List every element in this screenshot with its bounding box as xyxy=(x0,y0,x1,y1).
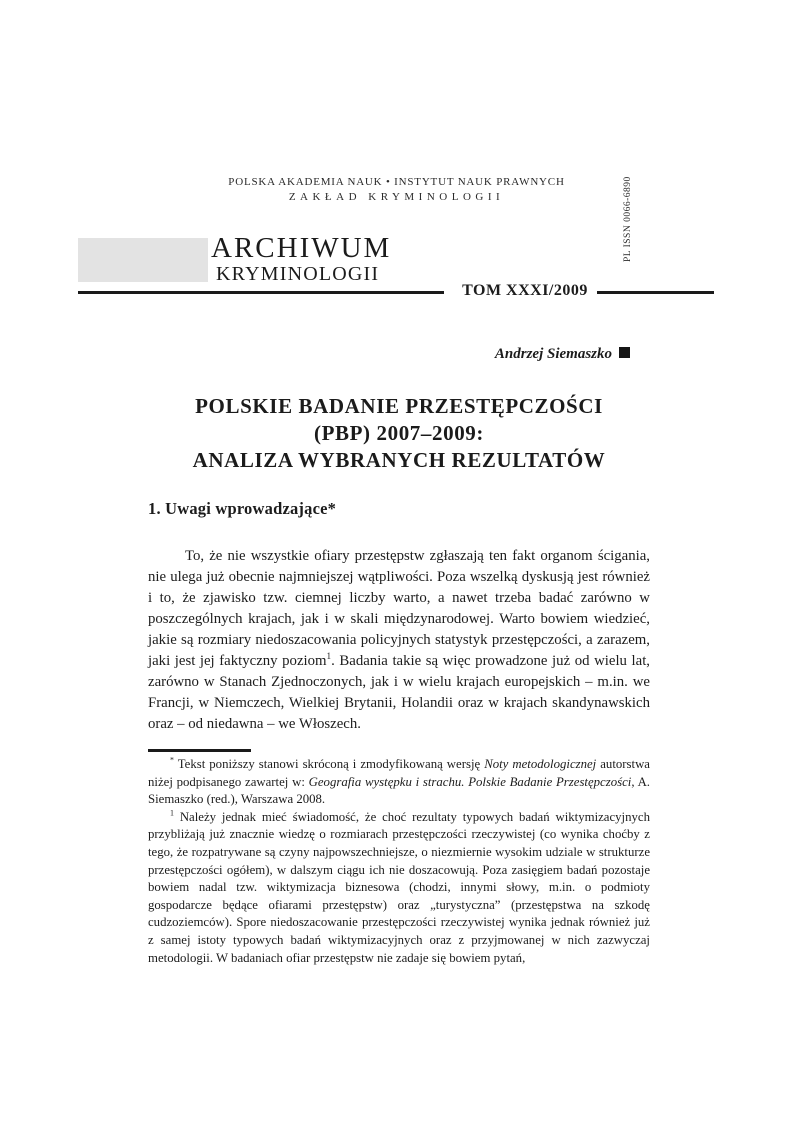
masthead-rule-right xyxy=(597,291,714,294)
article-title xyxy=(108,393,690,474)
author-marker-square-icon xyxy=(619,347,630,358)
article-title-line-1: POLSKIE BADANIE PRZESTĘPCZOŚCI xyxy=(195,394,603,418)
footnotes-block xyxy=(148,756,650,967)
institution-line-1: POLSKA AKADEMIA NAUK • INSTYTUT NAUK PRAWNYCH xyxy=(228,176,565,188)
author-name: Andrzej Siemaszko xyxy=(494,346,612,362)
article-title-line-3: ANALIZA WYBRANYCH REZULTATÓW xyxy=(192,448,606,472)
institution-line-2: ZAKŁAD KRYMINOLOGII xyxy=(288,191,505,203)
journal-title-line-2: KRYMINOLOGII xyxy=(216,263,380,285)
journal-logo-box xyxy=(78,238,208,282)
institution-header xyxy=(0,176,793,203)
journal-title-line-1: ARCHIWUM xyxy=(211,232,392,264)
author-row xyxy=(148,346,630,363)
body-paragraph: To, że nie wszystkie ofiary przestępstw zgłaszają ten fakt organom ścigania, nie ulega już obecnie najmniejszej wątpliwości. Poza wszelką dyskusją jest również i to, że zjawisko tzw. ciemnej liczby warto, a nawet trzeba badać zarówno w poszczególnych krajach, jak i w skali międzynarodowej. Warto bowiem wiedzieć, jakie są rozmiary niedoszacowania policyjnych statystyk przestępczości, a zarazem, jaki jest jej faktyczny poziom$^1$. Badania takie są więc prowadzone już od wielu lat, zarówno w Stanach Zjednoczonych, jak i w wielu krajach europejskich – m.in. we Francji, w Niemczech, Wielkiej Brytanii, Holandii oraz w krajach skandynawskich oraz – od niedawna – we Włoszech. xyxy=(148,548,651,732)
footnote-1: $^1$ Należy jednak mieć świadomość, że choć rezultaty typowych badań wiktymizacyjnych przybliżają już znacznie wiedzę o rozmiarach przestępczości rzeczywistej (co wynika choćby z tego, że rozpatrywane są czyny najpowszechniejsze, o niezmiernie wysokim udziale w strukturze przestępczości ogółem), w dalszym ciągu ich nie doszacowują. Poza zasięgiem badań pozostaje bowiem nadal tzw. wiktymizacja biznesowa (chodzi, innymi słowy, m.in. o podmioty gospodarcze będące ofiarami przestępstw) oraz „turystyczna” (przestępstwa na szkodę cudzoziemców). Spore niedoszacowanie przestępczości rzeczywistej wynika jednak również już z samej istoty typowych badań wiktymizacyjnych oraz z przyjmowanej w nich zazwyczaj metodologii. W badaniach ofiar przestępstw nie zadaje się bowiem pytań, xyxy=(148,808,650,965)
footnote-star: * Tekst poniższy stanowi skróconą i zmodyfikowaną wersję Noty metodologicznej autorstwa niżej podpisanego zawartej w: Geografia występku i strachu. Polskie Badanie Przestępczości, A. Siemaszko (red.), Warszawa 2008. xyxy=(148,755,651,807)
article-title-line-2: (PBP) 2007–2009: xyxy=(314,421,484,445)
masthead-rule-left xyxy=(78,291,444,294)
footnote-separator-rule xyxy=(148,749,251,752)
section-heading: 1. Uwagi wprowadzające* xyxy=(148,499,337,518)
issn-label: PL ISSN 0066-6890 xyxy=(623,176,633,262)
volume-label: TOM XXXI/2009 xyxy=(462,282,588,299)
